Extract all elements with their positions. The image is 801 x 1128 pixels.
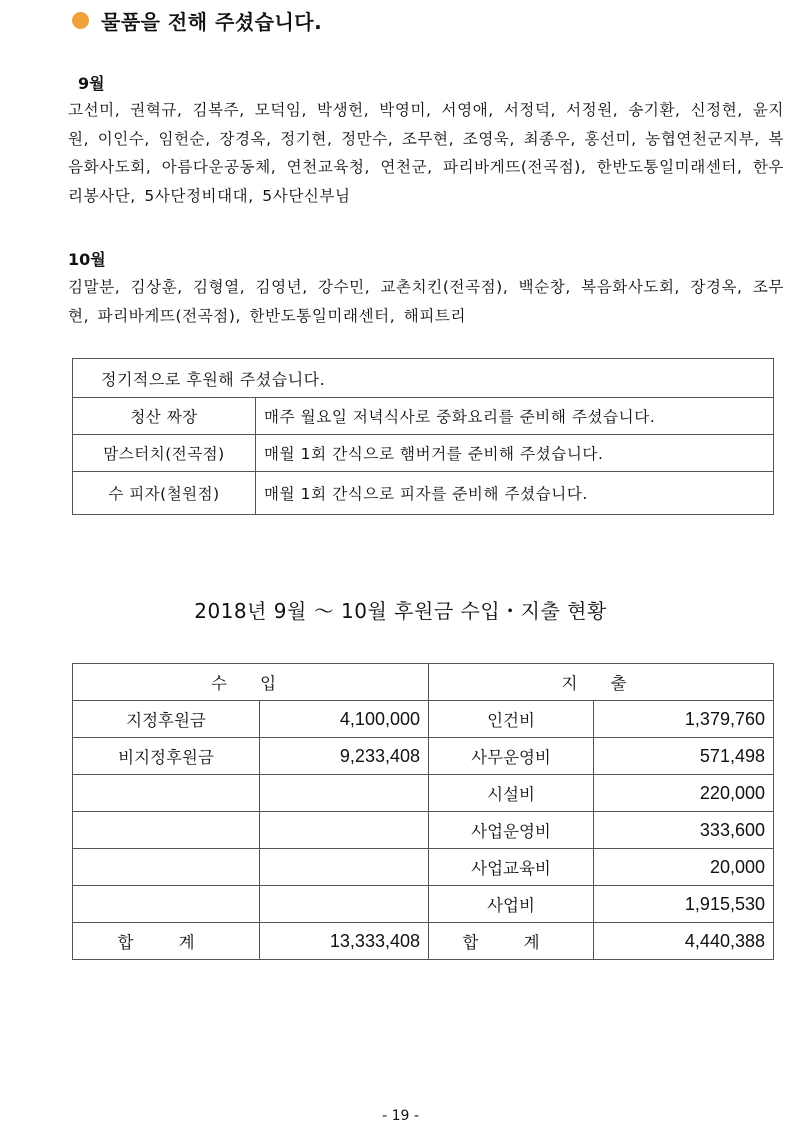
table-row bbox=[73, 435, 774, 472]
expense-label: 인건비 bbox=[429, 701, 594, 738]
expense-label: 사업비 bbox=[429, 886, 594, 923]
finance-table bbox=[72, 663, 774, 960]
regular-donor-desc: 매월 1회 간식으로 피자를 준비해 주셨습니다. bbox=[256, 472, 774, 515]
expense-label: 사업운영비 bbox=[429, 812, 594, 849]
table-row bbox=[73, 398, 774, 435]
income-label: 비지정후원금 bbox=[73, 738, 260, 775]
regular-donor-table bbox=[72, 358, 774, 515]
income-value bbox=[260, 886, 429, 923]
income-total-label: 합 계 bbox=[73, 923, 260, 960]
income-value: 9,233,408 bbox=[260, 738, 429, 775]
expense-label: 사업교육비 bbox=[429, 849, 594, 886]
income-label bbox=[73, 775, 260, 812]
donor-list-october: 김말분, 김상훈, 김형열, 김영년, 강수민, 교촌치킨(전곡점), 백순창, 복음화사도회, 장경옥, 조무현, 파리바게뜨(전곡점), 한반도통일미래센터, 해피트리 bbox=[68, 278, 784, 325]
regular-donor-name: 청산 짜장 bbox=[73, 398, 256, 435]
regular-table-header: 정기적으로 후원해 주셨습니다. bbox=[73, 359, 774, 398]
month-label-september: 9월 bbox=[78, 74, 105, 93]
expense-value: 571,498 bbox=[594, 738, 774, 775]
expense-value: 20,000 bbox=[594, 849, 774, 886]
income-value bbox=[260, 849, 429, 886]
table-row bbox=[73, 775, 774, 812]
table-row bbox=[73, 812, 774, 849]
regular-donor-name: 수 피자(철원점) bbox=[73, 472, 256, 515]
month-label-october: 10월 bbox=[68, 250, 106, 269]
income-header: 수 입 bbox=[73, 664, 429, 701]
expense-total-value: 4,440,388 bbox=[594, 923, 774, 960]
income-label bbox=[73, 849, 260, 886]
income-label bbox=[73, 812, 260, 849]
income-value bbox=[260, 775, 429, 812]
section-heading bbox=[72, 6, 322, 35]
expense-value: 1,379,760 bbox=[594, 701, 774, 738]
table-row bbox=[73, 849, 774, 886]
total-row bbox=[73, 923, 774, 960]
regular-donor-name: 맘스터치(전곡점) bbox=[73, 435, 256, 472]
income-label bbox=[73, 886, 260, 923]
expense-total-label: 합 계 bbox=[429, 923, 594, 960]
expense-label: 시설비 bbox=[429, 775, 594, 812]
table-row bbox=[73, 738, 774, 775]
expense-label: 사무운영비 bbox=[429, 738, 594, 775]
heading-title: 물품을 전해 주셨습니다. bbox=[101, 10, 323, 34]
page-number: - 19 - bbox=[382, 1108, 419, 1124]
table-row bbox=[73, 701, 774, 738]
table-row bbox=[73, 886, 774, 923]
orange-bullet-icon bbox=[72, 12, 89, 29]
donor-list-september: 고선미, 권혁규, 김복주, 모덕임, 박생헌, 박영미, 서영애, 서정덕, 서정원, 송기환, 신정현, 윤지원, 이인수, 임헌순, 장경옥, 정기현, 정만수, 조무현, 조영욱, 최종우, 홍선미, 농협연천군지부, 복음화사도회, 아름다운공동체, 연천교육청, 연천군, 파리바게뜨(전곡점), 한반도통일미래센터, 한우리봉사단, 5사단정비대대, 5사단신부님 bbox=[68, 101, 784, 205]
expense-value: 220,000 bbox=[594, 775, 774, 812]
income-value bbox=[260, 812, 429, 849]
expense-value: 333,600 bbox=[594, 812, 774, 849]
table-row bbox=[73, 472, 774, 515]
expense-header: 지 출 bbox=[429, 664, 774, 701]
income-label: 지정후원금 bbox=[73, 701, 260, 738]
finance-header-row bbox=[73, 664, 774, 701]
income-total-value: 13,333,408 bbox=[260, 923, 429, 960]
income-value: 4,100,000 bbox=[260, 701, 429, 738]
finance-title: 2018년 9월 ～ 10월 후원금 수입・지출 현황 bbox=[194, 599, 607, 623]
regular-donor-desc: 매월 1회 간식으로 햄버거를 준비해 주셨습니다. bbox=[256, 435, 774, 472]
expense-value: 1,915,530 bbox=[594, 886, 774, 923]
regular-donor-desc: 매주 월요일 저녁식사로 중화요리를 준비해 주셨습니다. bbox=[256, 398, 774, 435]
